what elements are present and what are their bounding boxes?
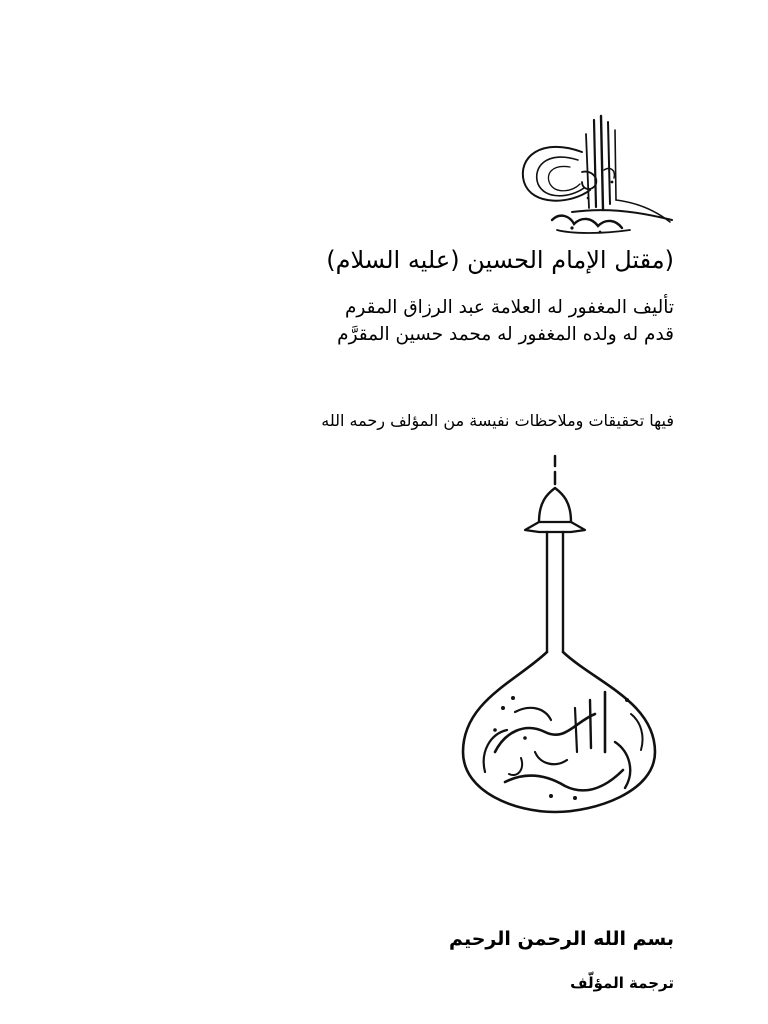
author-line: تأليف المغفور له العلامة عبد الرزاق المقرم [344,297,674,318]
basmala-heading: بسم الله الرحمن الرحيم [449,928,674,950]
book-title: (مقتل الإمام الحسين (عليه السلام) [326,246,674,274]
notes-line: فيها تحقيقات وملاحظات نفيسة من المؤلف رحمه الله [321,411,674,430]
dome-calligraphy-emblem [455,452,665,818]
section-heading: ترجمة المؤلّف [570,974,674,992]
tughra-calligraphy-ornament [512,112,677,237]
intro-line: قدم له ولده المغفور له محمد حسين المقرَّم [337,324,674,345]
